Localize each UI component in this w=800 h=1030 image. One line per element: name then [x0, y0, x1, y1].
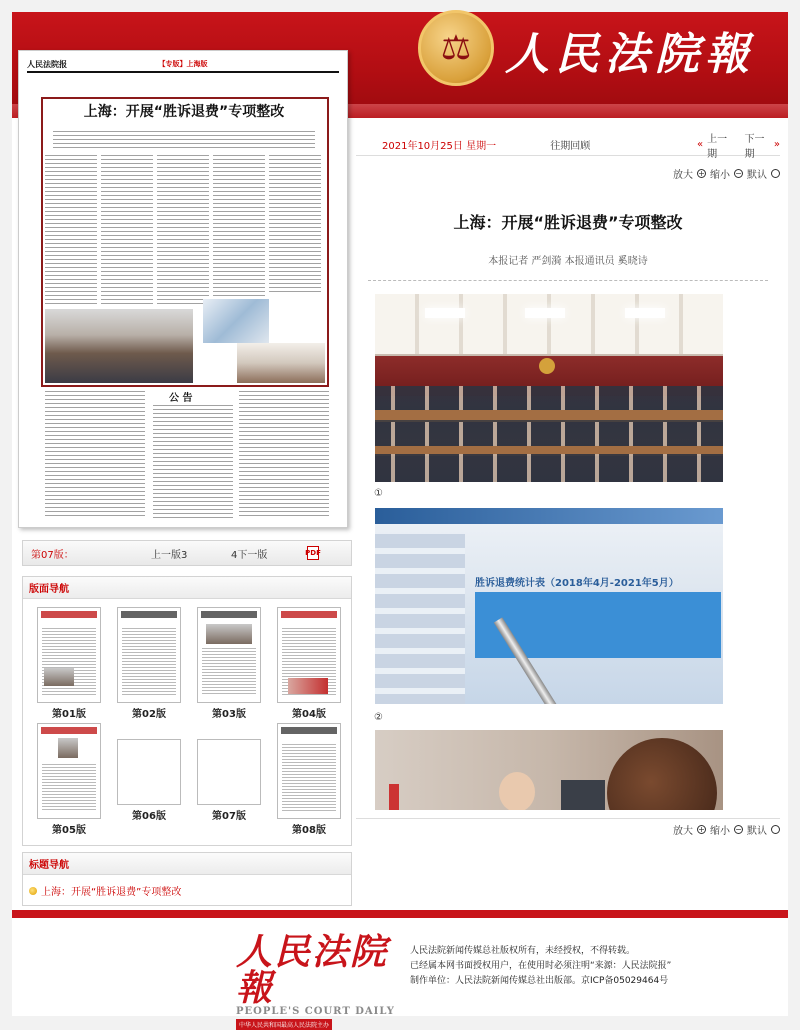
selected-article-outline[interactable]	[41, 97, 329, 387]
footer-text	[410, 944, 671, 989]
divider	[368, 280, 768, 281]
edition-thumb-08[interactable]	[277, 723, 341, 836]
edition-thumb-label: 第04版	[292, 709, 326, 720]
prev-edition-link[interactable]: 上一版3	[151, 549, 188, 561]
zoom-default-icon[interactable]	[771, 825, 780, 834]
footer-logo-en: PEOPLE'S COURT DAILY	[236, 1006, 395, 1017]
edition-thumb-03[interactable]	[197, 607, 261, 720]
zoom-out-icon[interactable]: −	[735, 168, 742, 178]
edition-thumb-label: 第05版	[52, 825, 86, 836]
page-thumb-column	[153, 405, 233, 519]
zoom-default-icon[interactable]	[771, 169, 780, 178]
zoom-in-label[interactable]: 放大	[673, 170, 693, 181]
bullet-icon	[29, 887, 37, 895]
date-bar	[356, 133, 781, 160]
article-byline: 本报记者 严剑漪 本报通讯员 奚晓诗	[488, 256, 648, 267]
zoom-default-label[interactable]: 默认	[747, 170, 767, 181]
prev-issue-icon: «	[697, 139, 704, 150]
page-thumb-logo: 人民法院报	[27, 58, 67, 69]
zoom-in-icon[interactable]: +	[698, 824, 705, 834]
edition-thumb-02[interactable]	[117, 607, 181, 720]
layout-nav-panel	[22, 576, 352, 846]
zoom-controls-top	[669, 166, 780, 181]
photo2-heading: 胜诉退费统计表（2018年4月-2021年5月）	[475, 578, 679, 589]
court-emblem-icon: ⚖	[418, 10, 494, 86]
photo-caption-2: ②	[374, 712, 383, 723]
edition-thumb-05[interactable]	[37, 723, 101, 836]
page-thumb-edition: 【专版】上海版	[158, 60, 208, 68]
title-nav-item-label[interactable]: 上海：开展“胜诉退费”专项整改	[41, 887, 182, 898]
newspaper-page-thumbnail[interactable]	[18, 50, 348, 528]
zoom-out-icon[interactable]: −	[735, 824, 742, 834]
edition-thumb-label: 第07版	[212, 811, 246, 822]
zoom-out-label[interactable]: 缩小	[710, 826, 730, 837]
divider	[356, 818, 780, 819]
edition-thumb-label: 第01版	[52, 709, 86, 720]
footer-line: 制作单位：人民法院新闻传媒总社出版部。京ICP备05029464号	[410, 976, 669, 986]
zoom-default-label[interactable]: 默认	[747, 826, 767, 837]
current-edition: 第07版：	[31, 549, 74, 561]
zoom-in-label[interactable]: 放大	[673, 826, 693, 837]
article-photo-3	[375, 730, 723, 810]
prev-issue-link[interactable]: 上一期	[707, 133, 728, 160]
next-issue-link[interactable]: 下一期	[744, 133, 765, 160]
edition-thumb-07[interactable]	[197, 723, 261, 822]
footer-line: 已经属本网书面授权用户，在使用时必须注明“来源：人民法院报”	[410, 961, 672, 971]
edition-thumb-label: 第03版	[212, 709, 246, 720]
footer-band	[12, 910, 788, 918]
zoom-controls-bottom	[669, 822, 780, 837]
edition-thumb-01[interactable]	[37, 607, 101, 720]
page-thumb-title[interactable]: 上海：开展“胜诉退费”专项整改	[83, 104, 285, 120]
footer-logo	[236, 931, 402, 1030]
zoom-in-icon[interactable]: +	[698, 168, 705, 178]
page-thumb-column	[239, 391, 329, 519]
footer-logo-text: 人民法院報	[236, 931, 389, 1009]
page-thumb-header	[27, 57, 339, 73]
next-issue-icon: »	[773, 139, 781, 150]
article-photo-2	[375, 508, 723, 704]
page-thumb-column	[45, 391, 145, 519]
edition-thumb-label: 第06版	[132, 811, 166, 822]
title-nav-panel	[22, 852, 352, 906]
next-edition-link[interactable]: 4下一版	[231, 549, 268, 561]
edition-thumb-06[interactable]	[117, 723, 181, 822]
footer-logo-sub: 中华人民共和国最高人民法院主办	[236, 1019, 332, 1030]
edition-thumb-04[interactable]	[277, 607, 341, 720]
zoom-out-label[interactable]: 缩小	[710, 170, 730, 181]
pdf-icon[interactable]: PDF	[307, 546, 319, 560]
article-title: 上海：开展“胜诉退费”专项整改	[453, 213, 683, 232]
past-issues-link[interactable]: 往期回顾	[550, 141, 591, 152]
edition-thumb-label: 第02版	[132, 709, 166, 720]
issue-date: 2021年10月25日 星期一	[382, 141, 497, 152]
photo-caption-1: ①	[374, 488, 383, 499]
edition-thumb-label: 第08版	[292, 825, 326, 836]
layout-nav-heading: 版面导航	[23, 577, 351, 599]
article-photo-1	[375, 294, 723, 482]
footer-line: 人民法院新闻传媒总社版权所有，未经授权，不得转载。	[410, 946, 636, 956]
masthead: 人民法院報	[505, 29, 755, 80]
edition-nav	[22, 540, 352, 566]
title-nav-heading: 标题导航	[23, 853, 351, 875]
title-nav-item[interactable]	[23, 875, 351, 906]
page-thumb-notice: 公 告	[169, 393, 193, 404]
